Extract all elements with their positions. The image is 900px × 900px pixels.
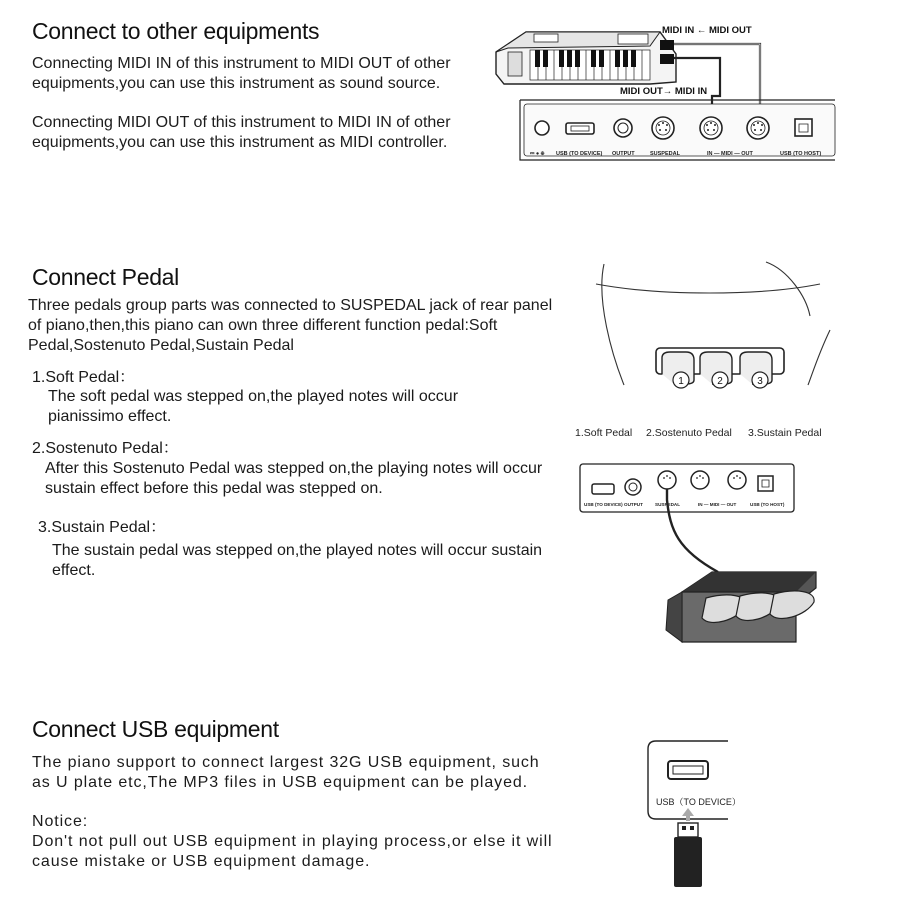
pedal-connection-illustration	[578, 460, 798, 652]
svg-text:SUSPEDAL: SUSPEDAL	[655, 502, 681, 507]
midi-in-description: Connecting MIDI IN of this instrument to MIDI OUT of other equipments,you can use this instrument as sound source.	[32, 55, 451, 92]
svg-text:OUTPUT: OUTPUT	[624, 502, 643, 507]
svg-text:USB (TO DEVICE): USB (TO DEVICE)	[584, 502, 623, 507]
svg-text:⎓ ● ⊕: ⎓ ● ⊕	[530, 151, 545, 157]
sustain-pedal-description: The sustain pedal was stepped on,the played notes will occur sustain effect.	[52, 542, 543, 579]
svg-text:3: 3	[757, 376, 763, 387]
midi-connection-diagram	[490, 12, 835, 164]
svg-text:2: 2	[717, 376, 723, 387]
usb-drive-icon	[674, 823, 702, 887]
section-title-connect-pedal: Connect Pedal	[32, 264, 179, 290]
notice-label: Notice:	[32, 813, 89, 830]
pedal-number-markers	[673, 372, 768, 388]
pedal-unit-illustration	[666, 572, 816, 642]
caption-sustain-pedal: 3.Sustain Pedal	[748, 427, 822, 439]
sustain-pedal-title: 3.Sustain Pedal：	[38, 519, 167, 536]
external-keyboard-illustration	[496, 32, 676, 84]
svg-text:USB (TO HOST): USB (TO HOST)	[750, 502, 785, 507]
caption-soft-pedal: 1.Soft Pedal	[575, 427, 633, 439]
midi-in-out-label: MIDI IN ← MIDI OUT	[662, 25, 752, 36]
pedal-intro: Three pedals group parts was connected to SUSPEDAL jack of rear panel of piano,then,this piano can own three different function pedal:Soft Pedal,Sostenuto Pedal,Sustain Pedal	[28, 297, 553, 354]
section-title-connect-usb: Connect USB equipment	[32, 716, 279, 742]
soft-pedal-description: The soft pedal was stepped on,the played notes will occur pianissimo effect.	[48, 388, 459, 425]
sostenuto-pedal-title: 2.Sostenuto Pedal：	[32, 440, 179, 457]
svg-text:USB (TO DEVICE): USB (TO DEVICE)	[556, 151, 603, 157]
svg-text:USB (TO HOST): USB (TO HOST)	[780, 151, 822, 157]
sostenuto-pedal-description: After this Sostenuto Pedal was stepped on,the playing notes will occur sustain effect before this pedal was stepped on.	[45, 460, 543, 497]
usb-description: The piano support to connect largest 32G USB equipment, such as U plate etc,The MP3 files in USB equipment can be played.	[32, 754, 540, 791]
piano-pedal-illustration	[590, 260, 835, 420]
midi-out-in-label: MIDI OUT→ MIDI IN	[620, 86, 708, 97]
svg-text:OUTPUT: OUTPUT	[612, 151, 635, 157]
usb-notice: Don't not pull out USB equipment in playing process,or else it will cause mistake or USB equipment damage.	[32, 833, 553, 870]
usb-port-label: USB（TO DEVICE）	[656, 797, 741, 807]
svg-text:IN — MIDI — OUT: IN — MIDI — OUT	[707, 151, 753, 157]
rear-panel-illustration	[520, 100, 835, 160]
rear-panel-pedal-illustration	[580, 464, 794, 512]
soft-pedal-title: 1.Soft Pedal：	[32, 369, 136, 386]
svg-text:SUSPEDAL: SUSPEDAL	[650, 151, 680, 157]
section-title-connect-equipment: Connect to other equipments	[32, 18, 320, 44]
usb-port-icon	[668, 761, 708, 779]
svg-text:1: 1	[678, 376, 684, 387]
midi-out-description: Connecting MIDI OUT of this instrument to MIDI IN of other equipments,you can use this instrument as MIDI controller.	[32, 114, 451, 151]
usb-connection-illustration	[640, 735, 741, 895]
caption-sostenuto-pedal: 2.Sostenuto Pedal	[646, 427, 732, 439]
svg-text:IN — MIDI — OUT: IN — MIDI — OUT	[698, 502, 737, 507]
